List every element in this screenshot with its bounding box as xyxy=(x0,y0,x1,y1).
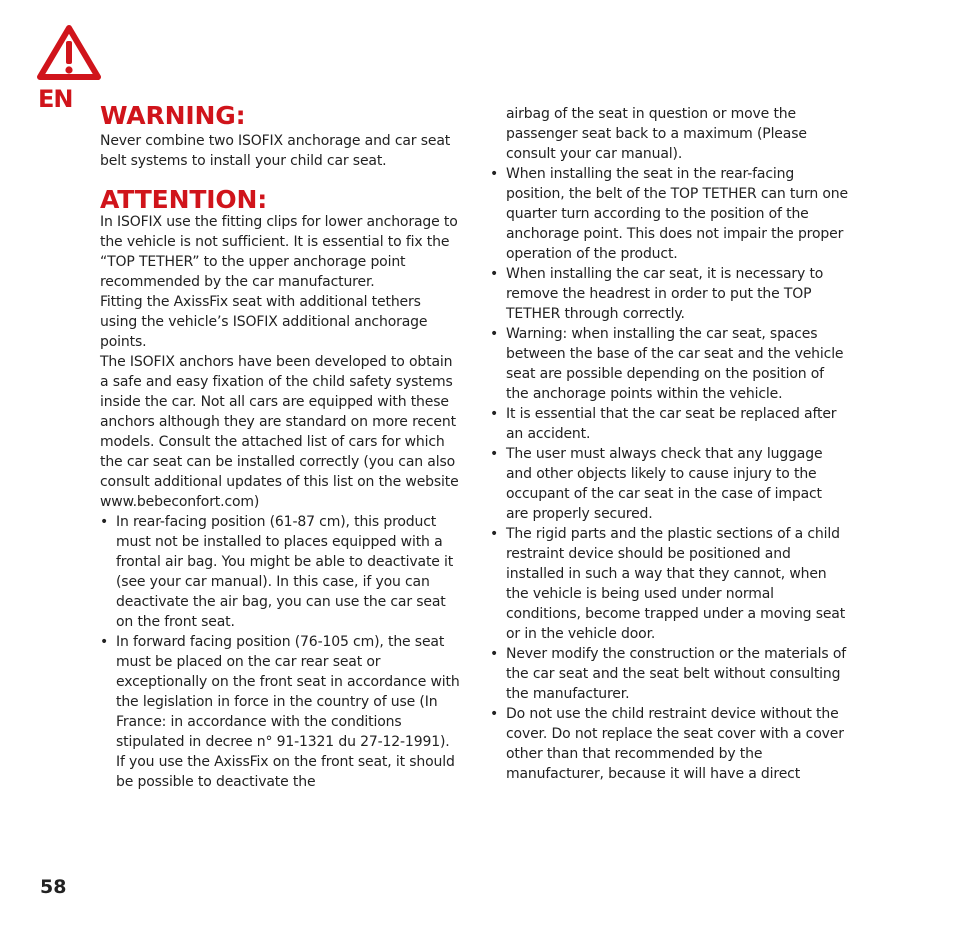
right-bullet-text: Do not use the child restraint device without the cover. Do not replace the seat cover with a cover other than that recommended by the manufacturer, because it will have a direct xyxy=(506,706,844,782)
right-bullet-text: Warning: when installing the car seat, spaces between the base of the car seat and the vehicle seat are possible depending on the position of the anchorage points within the vehicle. xyxy=(506,326,844,402)
warning-heading: WARNING: xyxy=(100,101,246,130)
bullet-icon: • xyxy=(490,266,499,282)
right-bullet-item xyxy=(488,444,848,524)
left-bullet-item xyxy=(100,512,460,632)
page-number: 58 xyxy=(40,876,67,898)
bullet-icon: • xyxy=(490,406,499,422)
left-bullet-text: In rear-facing position (61-87 cm), this product must not be installed to places equipped with a frontal air bag. You might be able to deactivate it (see your car manual). In this case, if you can deactivate the air bag, you can use the car seat on the front seat. xyxy=(116,514,454,630)
attention-paragraph-3: The ISOFIX anchors have been developed to obtain a safe and easy fixation of the child safety systems inside the car. Not all cars are equipped with these anchors although they are standard on more recent models. Consult the attached list of cars for which the car seat can be installed correctly (you can also consult additional updates of this list on the website www.bebeconfort.com) xyxy=(100,354,459,510)
right-bullet-text: The rigid parts and the plastic sections of a child restraint device should be positioned and installed in such a way that they cannot, when the vehicle is being used under normal conditions, become trapped under a moving seat or in the vehicle door. xyxy=(506,526,846,642)
bullet-icon: • xyxy=(490,326,499,342)
attention-heading: ATTENTION: xyxy=(100,185,268,214)
warning-text: Never combine two ISOFIX anchorage and car seat belt systems to install your child car seat. xyxy=(100,133,451,169)
right-bullet-text: It is essential that the car seat be replaced after an accident. xyxy=(506,406,837,442)
right-bullet-item xyxy=(488,264,848,324)
right-bullet-item xyxy=(488,704,848,784)
language-label: EN xyxy=(38,85,73,113)
right-bullet-text: The user must always check that any luggage and other objects likely to cause injury to the occupant of the car seat in the case of impact are properly secured. xyxy=(506,446,823,522)
right-bullet-text: Never modify the construction or the materials of the car seat and the seat belt without consulting the manufacturer. xyxy=(506,646,847,702)
right-bullet-item xyxy=(488,404,848,444)
right-column xyxy=(488,104,848,784)
bullet-icon: • xyxy=(100,634,109,650)
bullet-icon: • xyxy=(490,526,499,542)
right-bullet-item xyxy=(488,324,848,404)
bullet-icon: • xyxy=(490,706,499,722)
right-bullet-item xyxy=(488,524,848,644)
bullet-icon: • xyxy=(490,446,499,462)
left-bullet-item xyxy=(100,632,460,792)
bullet-icon: • xyxy=(100,514,109,530)
right-bullet-text: When installing the car seat, it is necessary to remove the headrest in order to put the TOP TETHER through correctly. xyxy=(506,266,824,322)
bullet-icon: • xyxy=(490,646,499,662)
warning-triangle-icon xyxy=(36,24,102,82)
right-bullet-item xyxy=(488,644,848,704)
bullet-icon: • xyxy=(490,166,499,182)
attention-paragraph-2: Fitting the AxissFix seat with additional tethers using the vehicle’s ISOFIX additional anchorage points. xyxy=(100,294,428,350)
left-bullet-text: In forward facing position (76-105 cm), the seat must be placed on the car rear seat or exceptionally on the front seat in accordance with the legislation in force in the country of use (In France: in accordance with the conditions stipulated in decree n° 91-1321 du 27-12-1991). If you use the AxissFix on the front seat, it should be possible to deactivate the xyxy=(116,634,460,790)
right-bullet-text: When installing the seat in the rear-facing position, the belt of the TOP TETHER can turn one quarter turn according to the position of the anchorage point. This does not impair the proper operation of the product. xyxy=(506,166,848,262)
right-bullet-item xyxy=(488,164,848,264)
attention-paragraph-1: In ISOFIX use the fitting clips for lower anchorage to the vehicle is not sufficient. It is essential to fix the “TOP TETHER” to the upper anchorage point recommended by the car manufacturer. xyxy=(100,214,458,290)
left-column xyxy=(100,101,460,792)
continued-text: airbag of the seat in question or move the passenger seat back to a maximum (Please consult your car manual). xyxy=(506,106,807,162)
